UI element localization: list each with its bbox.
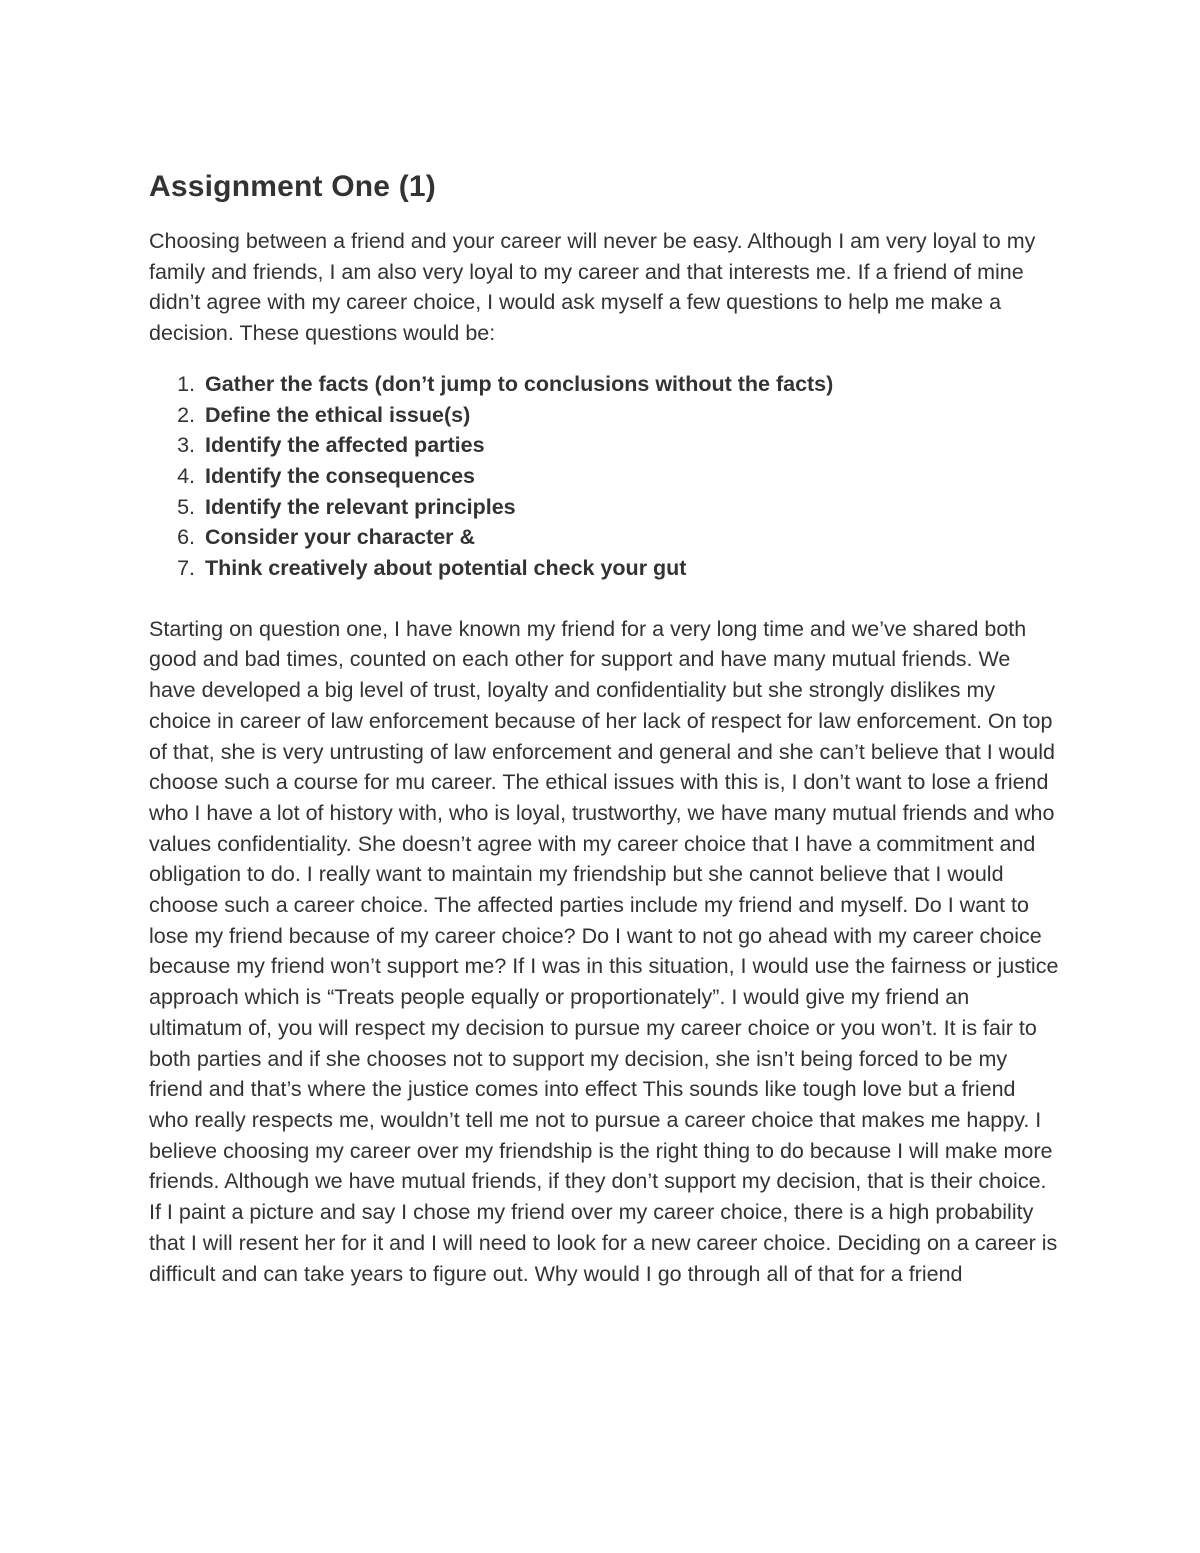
list-item xyxy=(149,400,1059,431)
list-item-text: Identify the consequences xyxy=(205,463,476,488)
steps-list xyxy=(149,369,1059,584)
list-item xyxy=(149,522,1059,553)
list-item xyxy=(149,492,1059,523)
list-item-number: 3. xyxy=(177,433,195,458)
document-title: Assignment One (1) xyxy=(149,170,436,203)
list-item-number: 7. xyxy=(177,556,195,581)
list-item-number: 2. xyxy=(177,402,195,427)
list-item-number: 1. xyxy=(177,371,195,396)
list-item-number: 4. xyxy=(177,463,195,488)
list-item-text: Gather the facts (don’t jump to conclusions without the facts) xyxy=(205,371,834,396)
list-item-text: Consider your character & xyxy=(205,525,476,550)
document-page xyxy=(149,168,1059,1289)
list-item xyxy=(149,461,1059,492)
list-item-number: 6. xyxy=(177,525,195,550)
list-item-text: Identify the affected parties xyxy=(205,433,485,458)
list-item-number: 5. xyxy=(177,494,195,519)
list-item-text: Define the ethical issue(s) xyxy=(205,402,471,427)
list-item xyxy=(149,553,1059,584)
list-item-text: Identify the relevant principles xyxy=(205,494,516,519)
body-paragraph: Starting on question one, I have known my friend for a very long time and we’ve shared both good and bad times, counted on each other for support and have many mutual friends. We have developed a big level of trust, loyalty and confidentiality but she strongly dislikes my choice in career of law enforcement because of her lack of respect for law enforcement. On top of that, she is very untrusting of law enforcement and general and she can’t believe that I would choose such a course for mu career. The ethical issues with this is, I don’t want to lose a friend who I have a lot of history with, who is loyal, trustworthy, we have many mutual friends and who values confidentiality. She doesn’t agree with my career choice that I have a commitment and obligation to do. I really want to maintain my friendship but she cannot believe that I would choose such a career choice. The affected parties include my friend and myself. Do I want to lose my friend because of my career choice? Do I want to not go ahead with my career choice because my friend won’t support me? If I was in this situation, I would use the fairness or justice approach which is “Treats people equally or proportionately”. I would give my friend an ultimatum of, you will respect my decision to pursue my career choice or you won’t. It is fair to both parties and if she chooses not to support my decision, she isn’t being forced to be my friend and that’s where the justice comes into effect This sounds like tough love but a friend who really respects me, wouldn’t tell me not to pursue a career choice that makes me happy. I believe choosing my career over my friendship is the right thing to do because I will make more friends. Although we have mutual friends, if they don’t support my decision, that is their choice. If I paint a picture and say I chose my friend over my career choice, there is a high probability that I will resent her for it and I will need to look for a new career choice. Deciding on a career is difficult and can take years to figure out. Why would I go through all of that for a friend xyxy=(149,616,1059,1286)
list-item-text: Think creatively about potential check your gut xyxy=(205,556,687,581)
list-item xyxy=(149,369,1059,400)
intro-paragraph: Choosing between a friend and your career will never be easy. Although I am very loyal to my family and friends, I am also very loyal to my career and that interests me. If a friend of mine didn’t agree with my career choice, I would ask myself a few questions to help me make a decision. These questions would be: xyxy=(149,229,1036,346)
list-item xyxy=(149,430,1059,461)
